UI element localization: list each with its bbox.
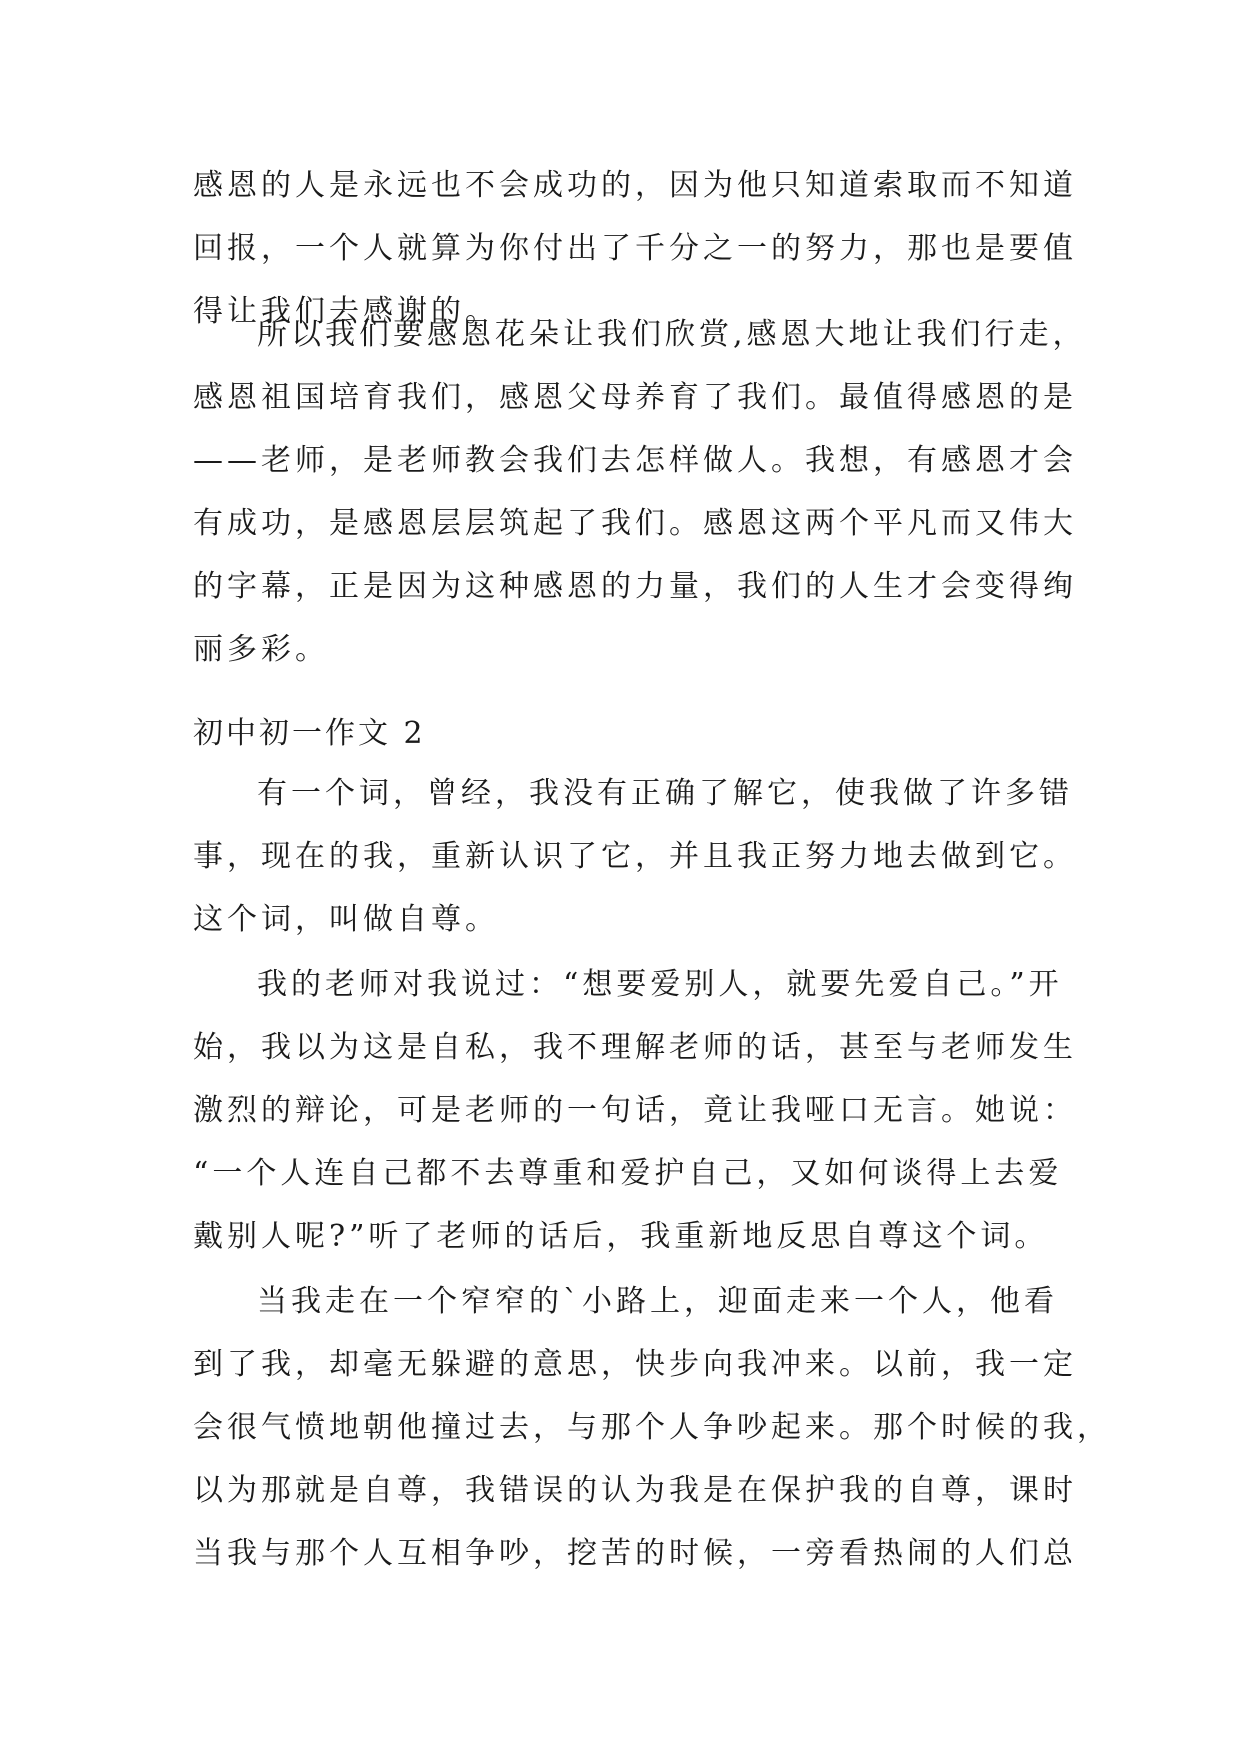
text-line: 回报，一个人就算为你付出了千分之一的努力，那也是要值 (193, 231, 1077, 266)
text-line: 有一个词，曾经，我没有正确了解它，使我做了许多错 (257, 776, 1073, 811)
text-line: 戴别人呢?”听了老师的话后，我重新地反思自尊这个词。 (193, 1219, 1049, 1254)
paragraph-4 (193, 953, 1077, 1268)
text-line: 丽多彩。 (193, 632, 329, 667)
section-heading: 初中初一作文 2 (193, 716, 426, 751)
text-line: 激烈的辩论，可是老师的一句话，竟让我哑口无言。她说： (193, 1093, 1077, 1128)
text-line: 以为那就是自尊，我错误的认为我是在保护我的自尊，课时 (193, 1473, 1077, 1508)
text-line: 有成功，是感恩层层筑起了我们。感恩这两个平凡而又伟大 (193, 506, 1077, 541)
text-line: 这个词，叫做自尊。 (193, 902, 499, 937)
paragraph-3 (193, 762, 1077, 951)
text-line: 始，我以为这是自私，我不理解老师的话，甚至与老师发生 (193, 1030, 1077, 1065)
text-line: 会很气愤地朝他撞过去，与那个人争吵起来。那个时候的我， (193, 1410, 1111, 1445)
paragraph-2 (193, 303, 1087, 681)
text-line: 到了我，却毫无躲避的意思，快步向我冲来。以前，我一定 (193, 1347, 1077, 1382)
text-line: 感恩的人是永远也不会成功的，因为他只知道索取而不知道 (193, 168, 1077, 203)
text-line: “一个人连自己都不去尊重和爱护自己，又如何谈得上去爱 (193, 1156, 1063, 1191)
text-line: 当我走在一个窄窄的`小路上，迎面走来一个人，他看 (257, 1284, 1058, 1319)
text-line: 的字幕，正是因为这种感恩的力量，我们的人生才会变得绚 (193, 569, 1077, 604)
text-line: 所以我们要感恩花朵让我们欣赏,感恩大地让我们行走， (257, 317, 1087, 352)
paragraph-5 (193, 1270, 1111, 1585)
text-line: 事，现在的我，重新认识了它，并且我正努力地去做到它。 (193, 839, 1077, 874)
text-line: 我的老师对我说过：“想要爱别人，就要先爱自己。”开 (257, 967, 1063, 1002)
text-line: 当我与那个人互相争吵，挖苦的时候，一旁看热闹的人们总 (193, 1536, 1077, 1571)
text-line: 感恩祖国培育我们，感恩父母养育了我们。最值得感恩的是 (193, 380, 1077, 415)
text-line: 得让我们去感谢的。 (193, 294, 499, 329)
text-line: ——老师，是老师教会我们去怎样做人。我想，有感恩才会 (193, 443, 1077, 478)
